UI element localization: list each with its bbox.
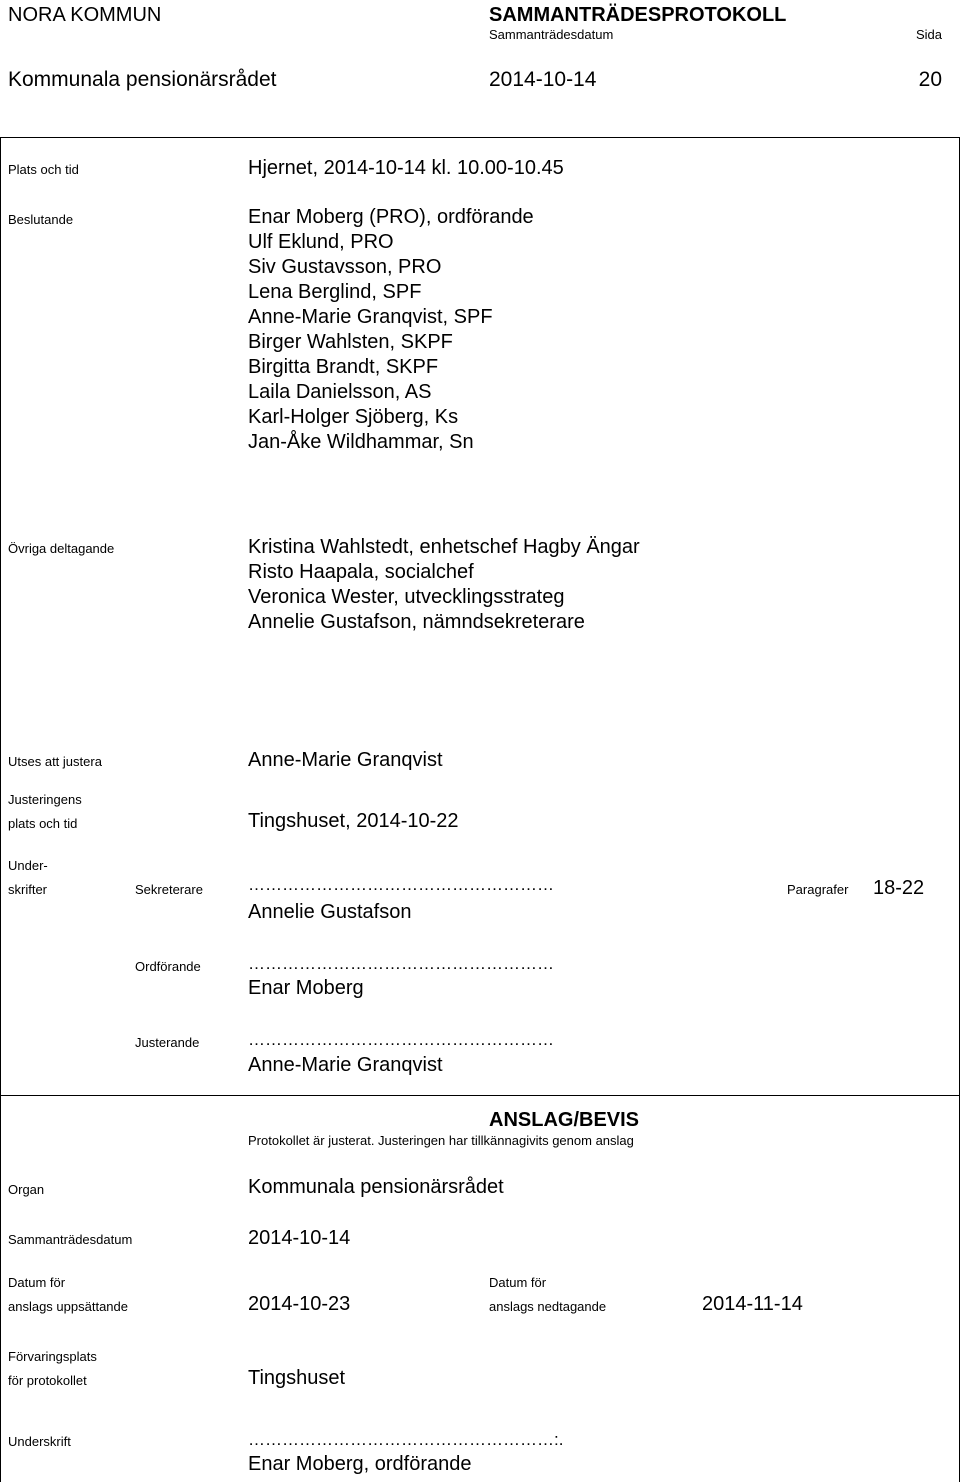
deciding-member: Lena Berglind, SPF <box>248 281 422 303</box>
removed-date-value: 2014-11-14 <box>702 1293 803 1315</box>
deciding-member: Anne-Marie Granqvist, SPF <box>248 306 493 328</box>
chair-signature-line: ……………………………………………… <box>248 954 554 973</box>
posted-date-label-line1: Datum för <box>8 1275 66 1290</box>
storage-label-line1: Förvaringsplats <box>8 1349 97 1364</box>
other-participant: Risto Haapala, socialchef <box>248 561 474 583</box>
notice-title: ANSLAG/BEVIS <box>489 1109 640 1131</box>
header-page-label: Sida <box>915 27 942 42</box>
header-date: 2014-10-14 <box>489 68 597 91</box>
header-body: Kommunala pensionärsrådet <box>8 68 277 91</box>
organ-value: Kommunala pensionärsrådet <box>248 1176 504 1198</box>
place-label: Plats och tid <box>8 162 79 177</box>
removed-date-label-line2: anslags nedtagande <box>489 1299 607 1314</box>
deciding-member: Karl-Holger Sjöberg, Ks <box>248 406 459 428</box>
deciding-member: Birger Wahlsten, SKPF <box>248 331 453 353</box>
secretary-signature-line: ……………………………………………… <box>248 875 554 894</box>
deciding-member: Birgitta Brandt, SKPF <box>248 356 439 378</box>
adjust-place-value: Tingshuset, 2014-10-22 <box>248 810 459 832</box>
chair-role: Ordförande <box>135 959 201 974</box>
signatures-label-line2: skrifter <box>8 882 47 897</box>
adjuster-signature-line: ……………………………………………… <box>248 1030 554 1049</box>
storage-label-line2: för protokollet <box>8 1373 87 1388</box>
deciding-member: Siv Gustavsson, PRO <box>248 256 442 278</box>
meeting-date-value: 2014-10-14 <box>248 1227 351 1249</box>
frame-top-border <box>0 137 960 138</box>
notice-signature-name: Enar Moberg, ordförande <box>248 1453 472 1475</box>
notice-signature-line: ………………………………………………:. <box>248 1430 564 1449</box>
adjuster-value: Anne-Marie Granqvist <box>248 749 443 771</box>
posted-date-value: 2014-10-23 <box>248 1293 351 1315</box>
document-type: SAMMANTRÄDESPROTOKOLL <box>489 4 787 26</box>
signature-label: Underskrift <box>8 1434 71 1449</box>
place-value: Hjernet, 2014-10-14 kl. 10.00-10.45 <box>248 157 564 179</box>
secretary-role: Sekreterare <box>135 882 203 897</box>
adjust-place-label-line2: plats och tid <box>8 816 78 831</box>
paragraphs-value: 18-22 <box>873 877 925 899</box>
signatures-label-line1: Under- <box>8 858 48 873</box>
header-date-label: Sammanträdesdatum <box>489 27 614 42</box>
notice-subtitle: Protokollet är justerat. Justeringen har tillkännagivits genom anslag <box>248 1133 634 1148</box>
storage-value: Tingshuset <box>248 1367 346 1389</box>
others-list <box>248 535 640 635</box>
municipality-name: NORA KOMMUN <box>8 4 162 26</box>
frame-left-border <box>0 137 1 1482</box>
adjuster-name: Anne-Marie Granqvist <box>248 1054 443 1076</box>
deciding-member: Laila Danielsson, AS <box>248 381 432 403</box>
adjust-place-label-line1: Justeringens <box>8 792 82 807</box>
other-participant: Annelie Gustafson, nämndsekreterare <box>248 611 585 633</box>
notice-divider <box>0 1095 960 1096</box>
other-participant: Kristina Wahlstedt, enhetschef Hagby Ängar <box>248 536 640 558</box>
deciding-list <box>248 205 534 455</box>
others-label: Övriga deltagande <box>8 541 115 556</box>
other-participant: Veronica Wester, utvecklingsstrateg <box>248 586 565 608</box>
paragraphs-label: Paragrafer <box>787 882 849 897</box>
header-page-number: 20 <box>918 68 942 91</box>
secretary-name: Annelie Gustafson <box>248 901 412 923</box>
deciding-label: Beslutande <box>8 212 74 227</box>
adjuster-label: Utses att justera <box>8 754 102 769</box>
organ-label: Organ <box>8 1182 45 1197</box>
deciding-member: Enar Moberg (PRO), ordförande <box>248 206 534 228</box>
deciding-member: Jan-Åke Wildhammar, Sn <box>248 431 474 453</box>
deciding-member: Ulf Eklund, PRO <box>248 231 394 253</box>
posted-date-label-line2: anslags uppsättande <box>8 1299 128 1314</box>
removed-date-label-line1: Datum för <box>489 1275 547 1290</box>
meeting-date-label: Sammanträdesdatum <box>8 1232 133 1247</box>
chair-name: Enar Moberg <box>248 977 364 999</box>
adjuster-role: Justerande <box>135 1035 200 1050</box>
